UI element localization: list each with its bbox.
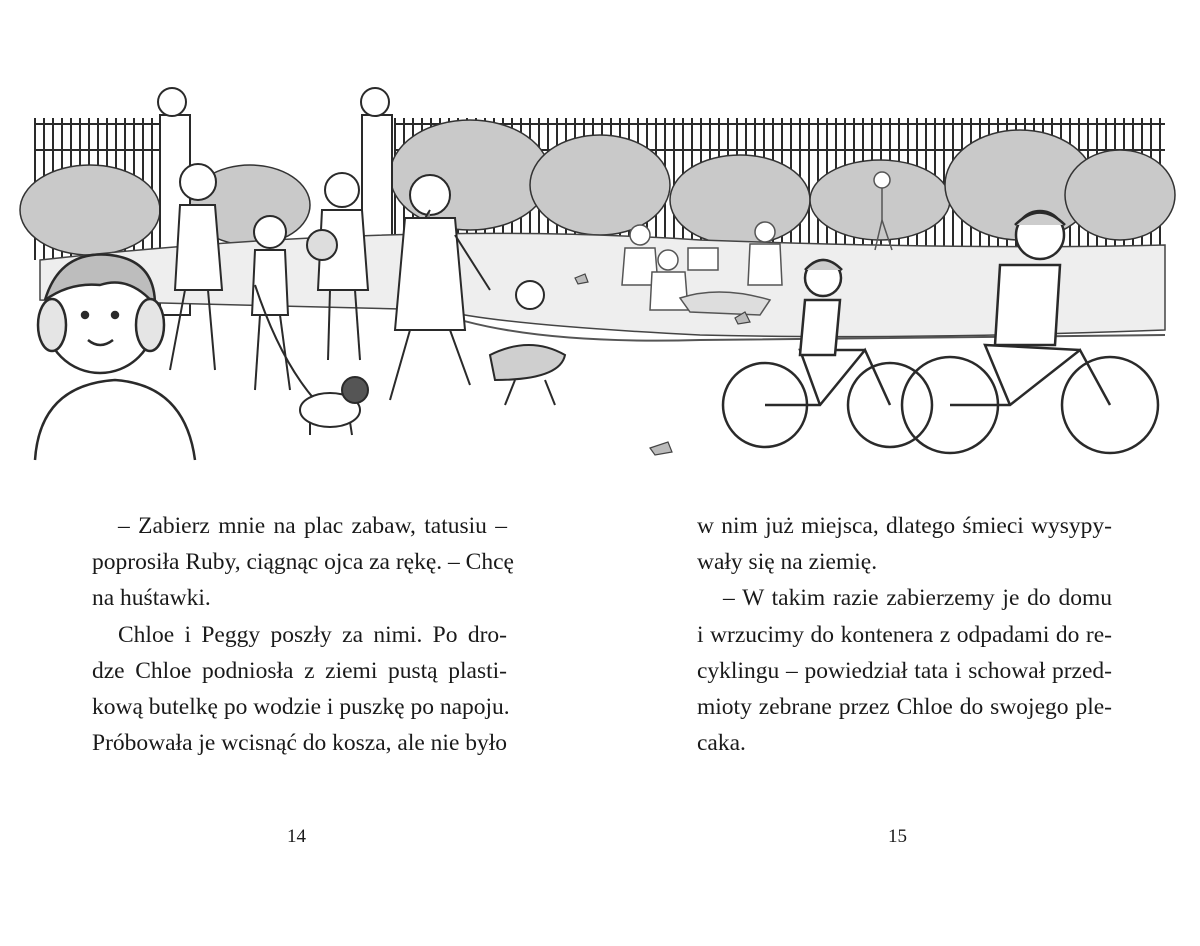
text-line: – W takim razie zabierzemy je do domu	[723, 585, 1112, 612]
text-line: poprosiła Ruby, ciągnąc ojca za rękę. – Chcę	[92, 549, 514, 576]
left-page-text	[92, 508, 514, 761]
text-line: – Zabierz mnie na plac zabaw, tatusiu –	[118, 513, 507, 539]
page-number-left: 14	[287, 826, 306, 847]
text-line: w nim już miejsca, dlatego śmieci wysypy-	[697, 513, 1112, 539]
text-line: i wrzucimy do kontenera z odpadami do re-	[697, 621, 1112, 648]
text-line: kową butelkę po wodzie i puszkę po napoju.	[92, 694, 510, 721]
page-number-right: 15	[888, 826, 907, 847]
text-line: na huśtawki.	[92, 585, 211, 612]
text-line: dze Chloe podniosła z ziemi pustą plasti-	[92, 657, 507, 684]
text-line: mioty zebrane przez Chloe do swojego ple-	[697, 694, 1112, 721]
text-line: wały się na ziemię.	[697, 549, 878, 576]
pug-dog	[300, 377, 368, 435]
park-illustration	[0, 60, 1200, 480]
right-page-text	[697, 508, 1112, 761]
text-line: Próbowała je wcisnąć do kosza, ale nie było	[92, 730, 508, 757]
text-line: cyklingu – powiedział tata i schował przed-	[697, 657, 1112, 684]
text-line: Chloe i Peggy poszły za nimi. Po dro-	[118, 621, 507, 648]
text-line: caka.	[697, 730, 746, 757]
